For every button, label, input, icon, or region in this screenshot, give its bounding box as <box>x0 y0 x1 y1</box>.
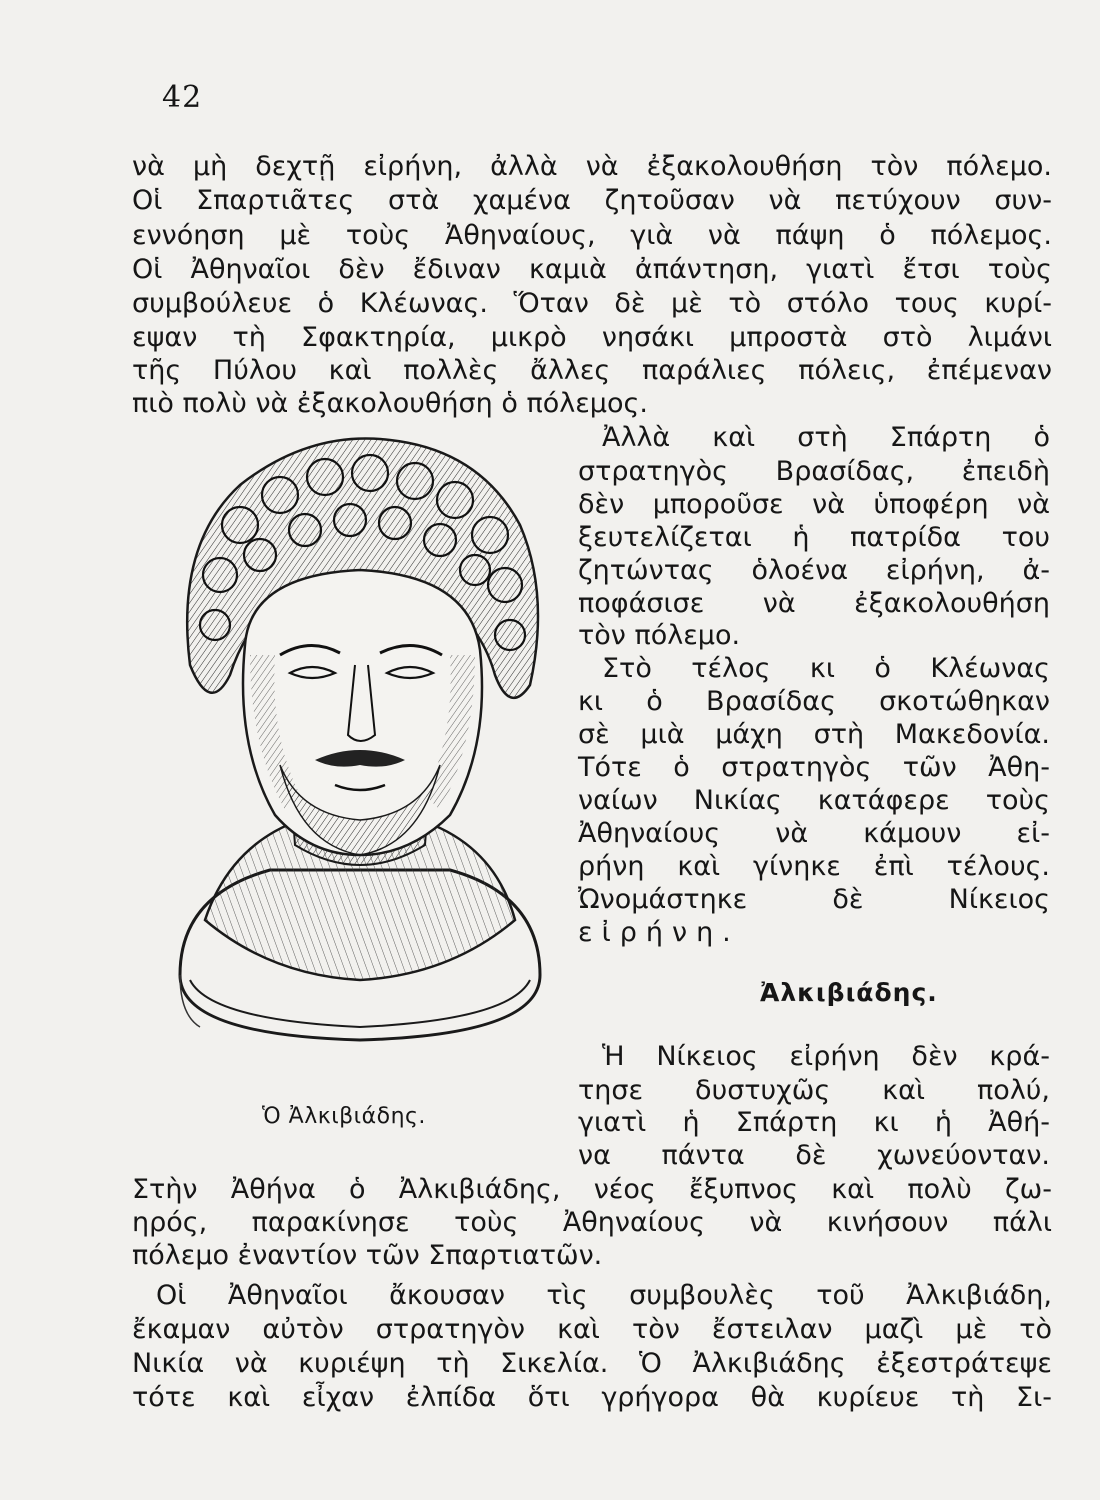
text-line: Στὸ τέλος κι ὁ Κλέωνας <box>602 653 1050 684</box>
text-line: να πάντα δὲ χωνεύονταν. <box>578 1140 1050 1171</box>
text-line: εψαν τὴ Σφακτηρία, μικρὸ νησάκι μπροστὰ στὸ λιμάνι <box>132 322 1052 353</box>
text-line: ρήνη καὶ γίνηκε ἐπὶ τέλους. <box>578 851 1050 882</box>
text-line: σὲ μιὰ μάχη στὴ Μακεδονία. <box>578 719 1050 750</box>
text-line: δὲν μποροῦσε νὰ ὑποφέρη νὰ <box>578 489 1050 520</box>
text-line: πιὸ πολὺ νὰ ἐξακολουθήση ὁ πόλεμος. <box>132 388 648 419</box>
text-line: τησε δυστυχῶς καὶ πολύ, <box>578 1075 1050 1106</box>
alcibiades-bust-illustration <box>150 415 570 1095</box>
text-line: Νικία νὰ κυριέψη τὴ Σικελία. Ὁ Ἀλκιβιάδης ἐξεστράτεψε <box>132 1348 1052 1379</box>
text-line: Οἱ Σπαρτιᾶτες στὰ χαμένα ζητοῦσαν νὰ πετύχουν συν- <box>132 185 1052 216</box>
text-line: Ἀθηναίους νὰ κάμουν εἰ- <box>578 818 1050 849</box>
text-line: πόλεμο ἐναντίον τῶν Σπαρτιατῶν. <box>132 1240 603 1271</box>
text-line: Ἡ Νίκειος εἰρήνη δὲν κρά- <box>602 1041 1050 1072</box>
text-line: Τότε ὁ στρατηγὸς τῶν Ἀθη- <box>578 752 1050 783</box>
text-line: νὰ μὴ δεχτῇ εἰρήνη, ἀλλὰ νὰ ἐξακολουθήση τὸν πόλεμο. <box>132 151 1052 182</box>
text-line: ηρός, παρακίνησε τοὺς Ἀθηναίους νὰ κινήσουν πάλι <box>132 1207 1052 1238</box>
text-line: κι ὁ Βρασίδας σκοτώθηκαν <box>578 686 1050 717</box>
text-line: ναίων Νικίας κατάφερε τοὺς <box>578 785 1050 816</box>
text-line: τῆς Πύλου καὶ πολλὲς ἄλλες παράλιες πόλεις, ἐπέμεναν <box>132 355 1052 386</box>
text-line: ἔκαμαν αὐτὸν στρατηγὸν καὶ τὸν ἔστειλαν μαζὶ μὲ τὸ <box>132 1314 1052 1345</box>
figure-caption: Ὁ Ἀλκιβιάδης. <box>262 1104 426 1129</box>
text-line: τὸν πόλεμο. <box>578 620 741 651</box>
text-line: Ἀλλὰ καὶ στὴ Σπάρτη ὁ <box>602 422 1050 453</box>
text-line: ζητώντας ὁλοένα εἰρήνη, ἀ- <box>578 555 1050 586</box>
text-line: γιατὶ ἡ Σπάρτη κι ἡ Ἀθή- <box>578 1107 1050 1138</box>
text-line: Στὴν Ἀθήνα ὁ Ἀλκιβιάδης, νέος ἔξυπνος καὶ πολὺ ζω- <box>132 1174 1052 1205</box>
text-line: Οἱ Ἀθηναῖοι δὲν ἔδιναν καμιὰ ἀπάντηση, γιατὶ ἔτσι τοὺς <box>132 254 1052 285</box>
page-number: 42 <box>162 80 203 115</box>
text-line: εννόηση μὲ τοὺς Ἀθηναίους, γιὰ νὰ πάψη ὁ πόλεμος. <box>132 220 1052 251</box>
text-line: στρατηγὸς Βρασίδας, ἐπειδὴ <box>578 456 1050 487</box>
text-line: εἰρήνη. <box>578 917 740 948</box>
text-line: Ὠνομάστηκε δὲ Νίκειος <box>578 884 1050 915</box>
text-line: ξευτελίζεται ἡ πατρίδα του <box>578 522 1050 553</box>
text-line: ποφάσισε νὰ ἐξακολουθήση <box>578 588 1050 619</box>
text-line: συμβούλευε ὁ Κλέωνας. Ὅταν δὲ μὲ τὸ στόλο τους κυρί- <box>132 288 1052 319</box>
text-line: τότε καὶ εἶχαν ἐλπίδα ὅτι γρήγορα θὰ κυρίευε τὴ Σι- <box>132 1382 1052 1413</box>
text-line: Οἱ Ἀθηναῖοι ἄκουσαν τὶς συμβουλὲς τοῦ Ἀλκιβιάδη, <box>156 1280 1052 1311</box>
section-heading: Ἀλκιβιάδης. <box>760 978 938 1007</box>
